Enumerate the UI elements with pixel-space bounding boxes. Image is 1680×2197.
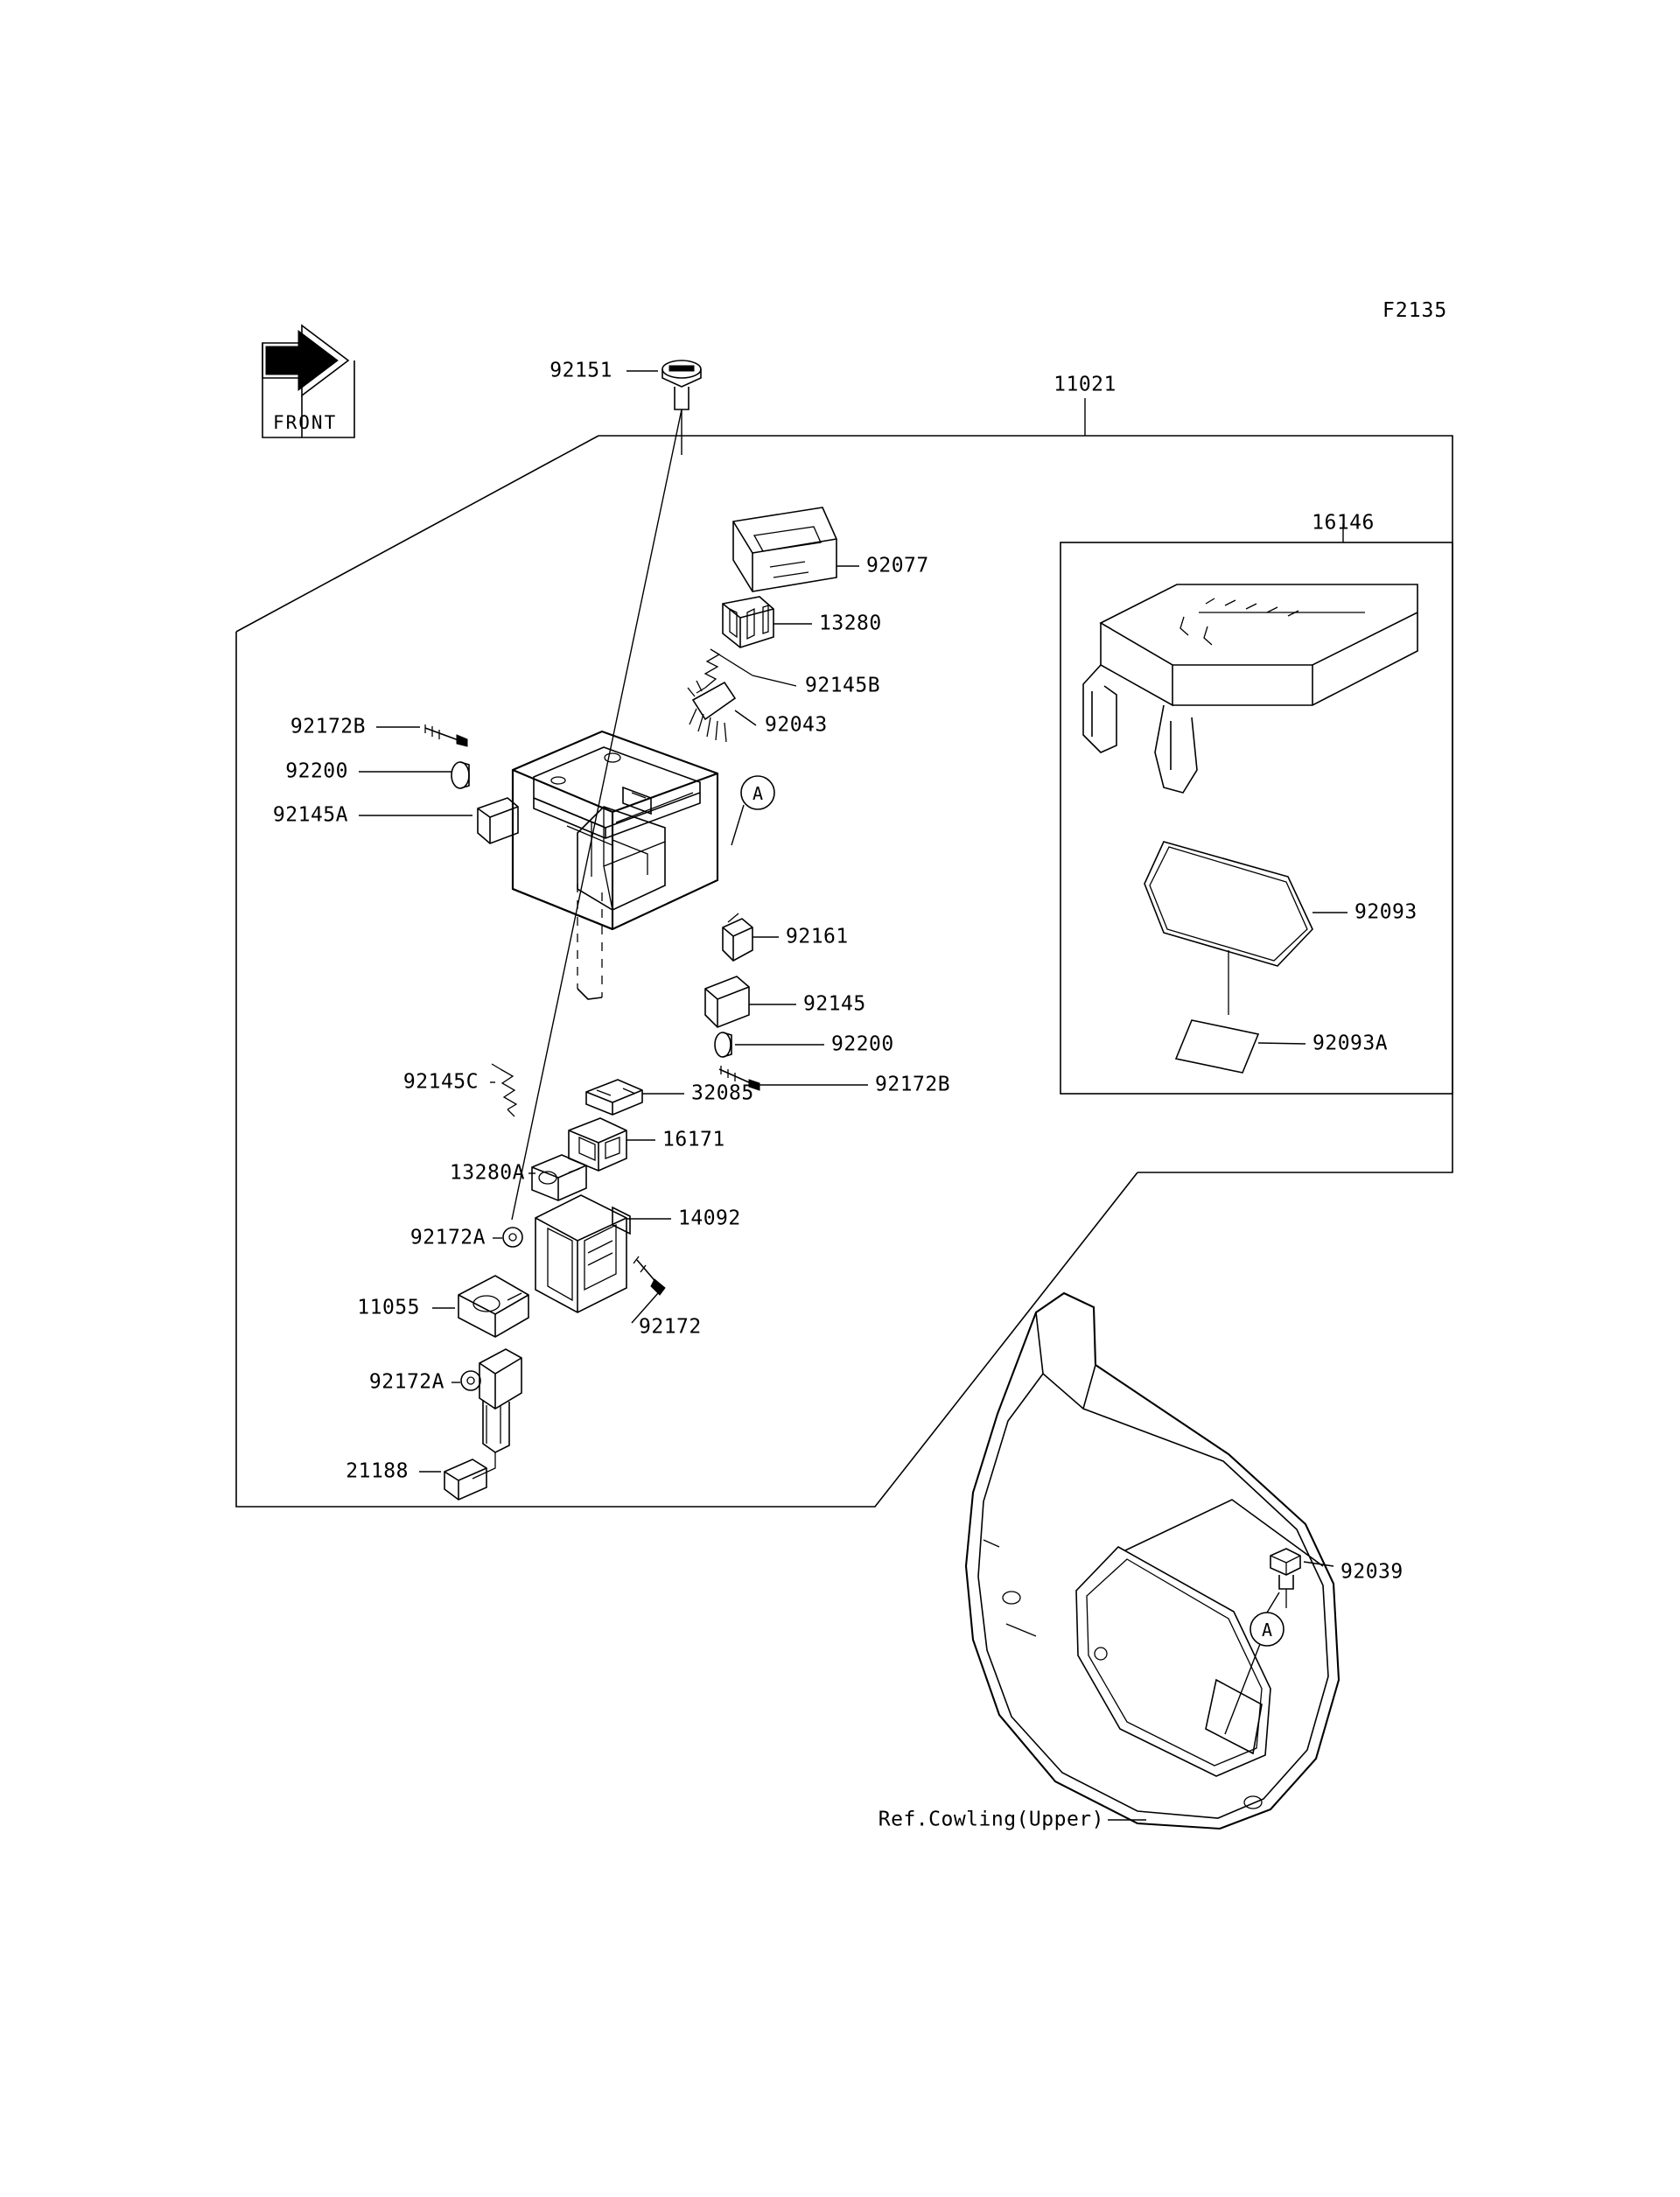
- part-label-92172A-top[interactable]: 92172A: [410, 1226, 486, 1249]
- part-92172A-top-washer: [503, 1228, 522, 1247]
- part-92145C-spring: [492, 1064, 516, 1116]
- sub-assembly-boundary-16146: [1060, 542, 1452, 1094]
- part-label-16171[interactable]: 16171: [662, 1128, 725, 1151]
- part-label-92200-top[interactable]: 92200: [285, 759, 348, 783]
- part-label-11055[interactable]: 11055: [357, 1296, 420, 1319]
- part-92172-bolt: [634, 1256, 665, 1295]
- front-direction-marker: [262, 325, 354, 437]
- part-label-92145B[interactable]: 92145B: [805, 674, 881, 697]
- part-92043-pin: [688, 681, 735, 742]
- part-label-92161[interactable]: 92161: [786, 925, 849, 948]
- part-92151-bolt: [662, 360, 701, 409]
- part-14092-cover: [536, 1195, 630, 1312]
- svg-text:A: A: [752, 783, 764, 804]
- part-92093-pad: [1144, 842, 1312, 1015]
- part-92145B-spring: [696, 649, 752, 693]
- part-label-21188[interactable]: 21188: [346, 1459, 409, 1483]
- part-label-16146[interactable]: 16146: [1312, 511, 1375, 535]
- part-32085-bracket: [586, 1080, 642, 1115]
- part-label-92172B-bottom[interactable]: 92172B: [875, 1073, 951, 1096]
- part-label-92039[interactable]: 92039: [1340, 1560, 1404, 1584]
- part-label-11021[interactable]: 11021: [1054, 373, 1116, 396]
- part-92077-cap: [733, 507, 836, 591]
- assembly-boundary-11021: [598, 436, 1452, 1172]
- part-label-92200-bottom[interactable]: 92200: [831, 1032, 894, 1056]
- part-label-92145C[interactable]: 92145C: [402, 1070, 479, 1094]
- part-92200-top-washer: [452, 762, 469, 788]
- part-13280A-connector: [532, 1155, 586, 1200]
- part-label-92151[interactable]: 92151: [550, 359, 612, 382]
- part-11055-bracket: [458, 1276, 528, 1337]
- part-16171-holder: [569, 1118, 626, 1171]
- part-92161-damper: [723, 913, 752, 961]
- part-label-92145[interactable]: 92145: [803, 992, 866, 1016]
- part-92200-bottom-washer: [715, 1032, 732, 1057]
- part-label-92172B-top[interactable]: 92172B: [290, 715, 366, 738]
- part-label-13280A[interactable]: 13280A: [449, 1161, 525, 1185]
- svg-text:A: A: [1261, 1620, 1273, 1641]
- part-label-92145A[interactable]: 92145A: [272, 803, 348, 827]
- part-21188-solenoid: [444, 1349, 522, 1500]
- part-11021-housing: [513, 731, 718, 999]
- callout-a-bottom: [1250, 1613, 1284, 1646]
- part-92145-damper: [705, 976, 749, 1027]
- part-label-92077[interactable]: 92077: [866, 554, 929, 577]
- part-13280-connector: [723, 597, 774, 647]
- part-label-92172A-bottom[interactable]: 92172A: [368, 1370, 444, 1394]
- reference-note-cowling[interactable]: Ref.Cowling(Upper): [878, 1808, 1104, 1831]
- part-92093A-pad: [1176, 1020, 1258, 1073]
- part-label-92043[interactable]: 92043: [765, 713, 828, 737]
- part-label-14092[interactable]: 14092: [678, 1207, 741, 1230]
- part-92172A-bottom-washer: [461, 1371, 480, 1390]
- front-marker-glyph-text: FRONT: [273, 412, 338, 433]
- part-16146-bracket: [1083, 584, 1418, 793]
- callout-a-top: [741, 776, 774, 809]
- part-label-92093[interactable]: 92093: [1354, 900, 1418, 924]
- diagram-code: F2135: [1382, 299, 1448, 322]
- part-92172B-top-bolt: [425, 724, 467, 746]
- part-label-92093A[interactable]: 92093A: [1312, 1032, 1389, 1055]
- part-label-13280[interactable]: 13280: [819, 612, 882, 635]
- part-label-92172[interactable]: 92172: [639, 1315, 702, 1339]
- part-label-32085[interactable]: 32085: [691, 1081, 754, 1105]
